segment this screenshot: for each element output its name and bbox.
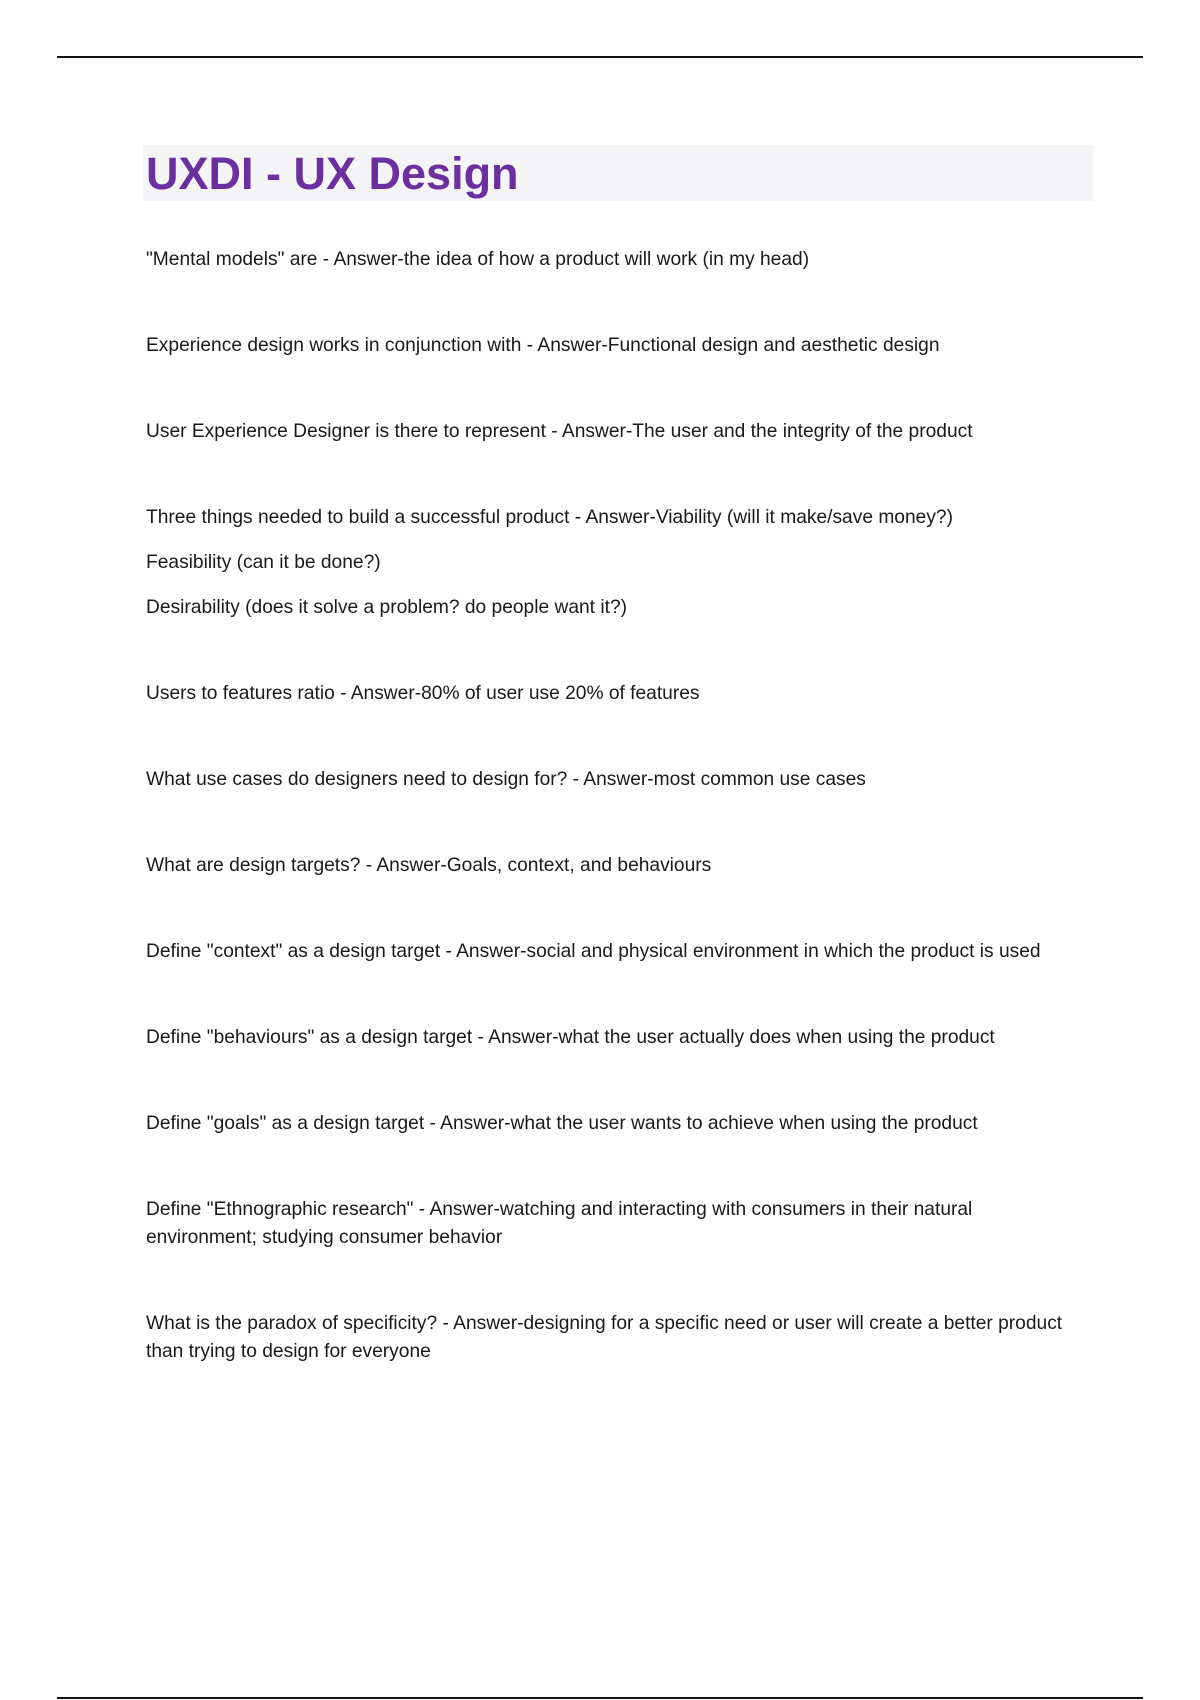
qa-entry	[146, 766, 1066, 794]
qa-entry	[146, 938, 1066, 966]
qa-text: What use cases do designers need to design for? - Answer-most common use cases	[146, 769, 866, 790]
qa-text: Three things needed to build a successful product - Answer-Viability (will it make/save money?)	[146, 507, 953, 528]
qa-text: What is the paradox of specificity? - Answer-designing for a specific need or user will create a better product than trying to design for everyone	[146, 1313, 1063, 1362]
qa-list	[146, 246, 1066, 1424]
bottom-rule	[57, 1697, 1143, 1699]
qa-text: Desirability (does it solve a problem? do people want it?)	[146, 597, 627, 618]
qa-text: Define "behaviours" as a design target - Answer-what the user actually does when using the product	[146, 1027, 995, 1048]
qa-entry	[146, 852, 1066, 880]
qa-text: Users to features ratio - Answer-80% of user use 20% of features	[146, 683, 700, 704]
qa-text: Feasibility (can it be done?)	[146, 552, 381, 573]
qa-entry	[146, 332, 1066, 360]
qa-text: "Mental models" are - Answer-the idea of how a product will work (in my head)	[146, 249, 810, 270]
qa-entry	[146, 418, 1066, 446]
page-title: UXDI - UX Design	[146, 148, 519, 199]
qa-text: Define "Ethnographic research" - Answer-watching and interacting with consumers in their natural environment; studying consumer behavior	[146, 1199, 973, 1248]
qa-text: User Experience Designer is there to represent - Answer-The user and the integrity of the product	[146, 421, 973, 442]
qa-text: Experience design works in conjunction with - Answer-Functional design and aesthetic design	[146, 335, 940, 356]
top-rule	[57, 56, 1143, 58]
qa-entry	[146, 1310, 1066, 1366]
qa-entry	[146, 680, 1066, 708]
qa-entry	[146, 1196, 1066, 1252]
qa-entry	[146, 1024, 1066, 1052]
qa-text: Define "context" as a design target - Answer-social and physical environment in which the product is used	[146, 941, 1041, 962]
qa-text: Define "goals" as a design target - Answer-what the user wants to achieve when using the product	[146, 1113, 978, 1134]
qa-entry	[146, 1110, 1066, 1138]
qa-text: What are design targets? - Answer-Goals, context, and behaviours	[146, 855, 712, 876]
qa-entry	[146, 504, 1066, 622]
qa-entry	[146, 246, 1066, 274]
